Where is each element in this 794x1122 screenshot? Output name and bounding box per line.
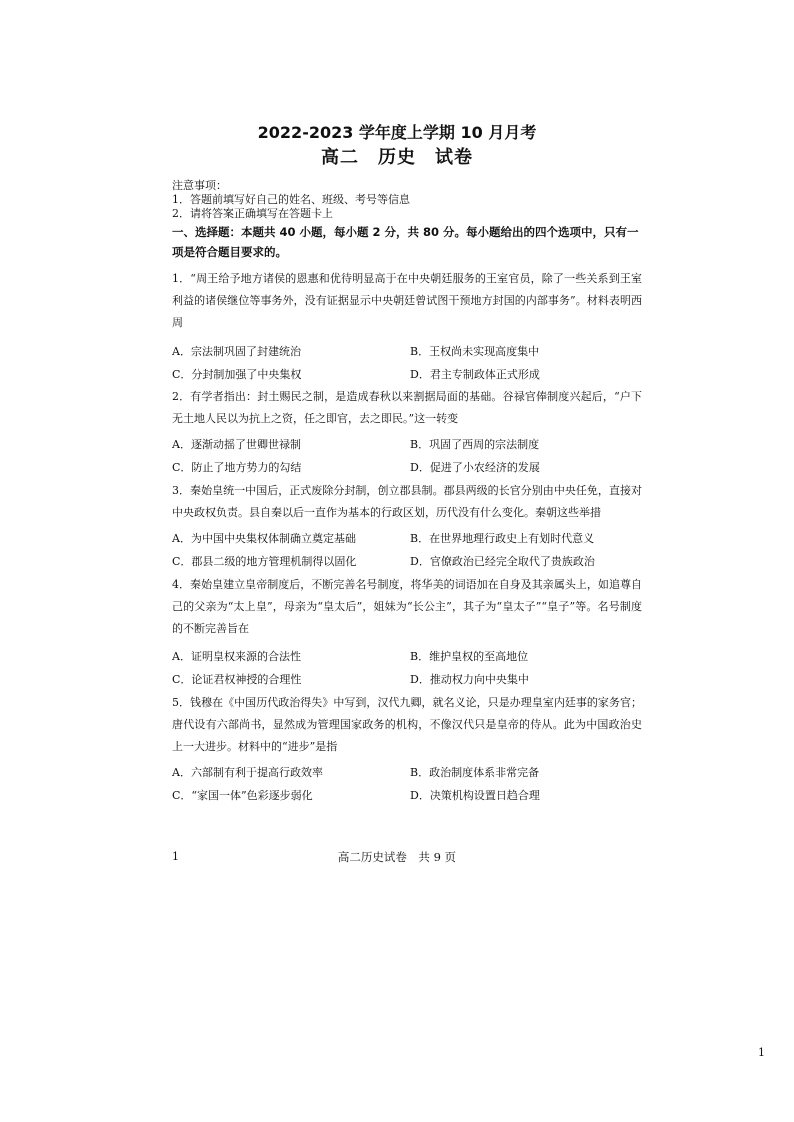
question-5-option-d: D．决策机构设置日趋合理 [410, 789, 540, 802]
question-1-option-c: C．分封制加强了中央集权 [172, 368, 302, 381]
question-3-option-a: A．为中国中央集权体制确立奠定基础 [172, 532, 356, 545]
question-5-option-a: A．六部制有利于提高行政效率 [172, 766, 323, 779]
question-5-option-b: B．政治制度体系非常完备 [410, 766, 540, 779]
question-3-option-d: D．官僚政治已经完全取代了贵族政治 [410, 555, 595, 568]
footer-title: 高二历史试卷 共 9 页 [337, 850, 457, 864]
question-5-option-c: C．“家国一体”色彩逐步弱化 [172, 789, 313, 802]
question-3-option-b: B．在世界地理行政史上有划时代意义 [410, 532, 595, 545]
question-1-stem: 1．“周王给予地方诸侯的恩惠和优待明显高于在中央朝廷服务的王室官员，除了一些关系到王室利益的诸侯继位等事务外，没有证据显示中央朝廷曾试图干预地方封国的内部事务”。材料表明西周 [172, 272, 642, 329]
notes-heading: 注意事项： [172, 179, 227, 192]
question-5-stem: 5．钱穆在《中国历代政治得失》中写到，汉代九卿，就名义论，只是办理皇室内廷事的家务官；唐代设有六部尚书，显然成为管理国家政务的机构，不像汉代只是皇帝的侍从。此为中国政治史上一大进步。材料中的“进步”是指 [172, 696, 642, 753]
question-1-option-b: B．王权尚未实现高度集中 [410, 345, 540, 358]
notes-block [172, 179, 410, 221]
question-2-option-c: C．防止了地方势力的勾结 [172, 461, 302, 474]
question-4-option-c: C．论证君权神授的合理性 [172, 673, 302, 686]
exam-title: 2022-2023 学年度上学期 10 月月考 [257, 123, 537, 142]
question-1-option-a: A．宗法制巩固了封建统治 [172, 345, 301, 358]
question-2-option-a: A．逐渐动摇了世卿世禄制 [172, 438, 301, 451]
question-4-option-a: A．证明皇权来源的合法性 [172, 650, 301, 663]
question-3-stem: 3．秦始皇统一中国后，正式废除分封制，创立郡县制。郡县两级的长官分别由中央任免，直接对中央政权负责。县自秦以后一直作为基本的行政区划，历代没有什么变化。秦朝这些举措 [172, 484, 642, 519]
question-4-stem: 4．秦始皇建立皇帝制度后，不断完善名号制度，将华美的词语加在自身及其亲属头上，如追尊自己的父亲为“太上皇”，母亲为“皇太后”，姐妹为“长公主”，其子为“皇太子”“皇子”等。名号制度的不断完善旨在 [172, 578, 642, 635]
question-4-option-b: B．维护皇权的至高地位 [410, 650, 529, 663]
notes-item: 1．答题前填写好自己的姓名、班级、考号等信息 [172, 193, 410, 206]
question-2-option-d: D．促进了小农经济的发展 [410, 461, 540, 474]
question-4-option-d: D．推动权力向中央集中 [410, 673, 529, 686]
notes-item: 2．请将答案正确填写在答题卡上 [172, 207, 333, 220]
question-1-option-d: D．君主专制政体正式形成 [410, 368, 540, 381]
exam-subtitle: 高二 历史 试卷 [321, 147, 473, 168]
footer-page-number: 1 [172, 850, 179, 863]
corner-page-number: 1 [758, 1046, 765, 1059]
section-heading: 一、选择题：本题共 40 小题，每小题 2 分，共 80 分。每小题给出的四个选项中，只有一项是符合题目要求的。 [172, 225, 639, 259]
question-2-stem: 2．有学者指出：封土赐民之制，是造成春秋以来割据局面的基础。谷禄官俸制度兴起后，“户下无土地人民以为抗上之资，任之即官，去之即民。”这一转变 [172, 390, 642, 425]
question-2-option-b: B．巩固了西周的宗法制度 [410, 438, 540, 451]
question-3-option-c: C．郡县二级的地方管理机制得以固化 [172, 555, 357, 568]
